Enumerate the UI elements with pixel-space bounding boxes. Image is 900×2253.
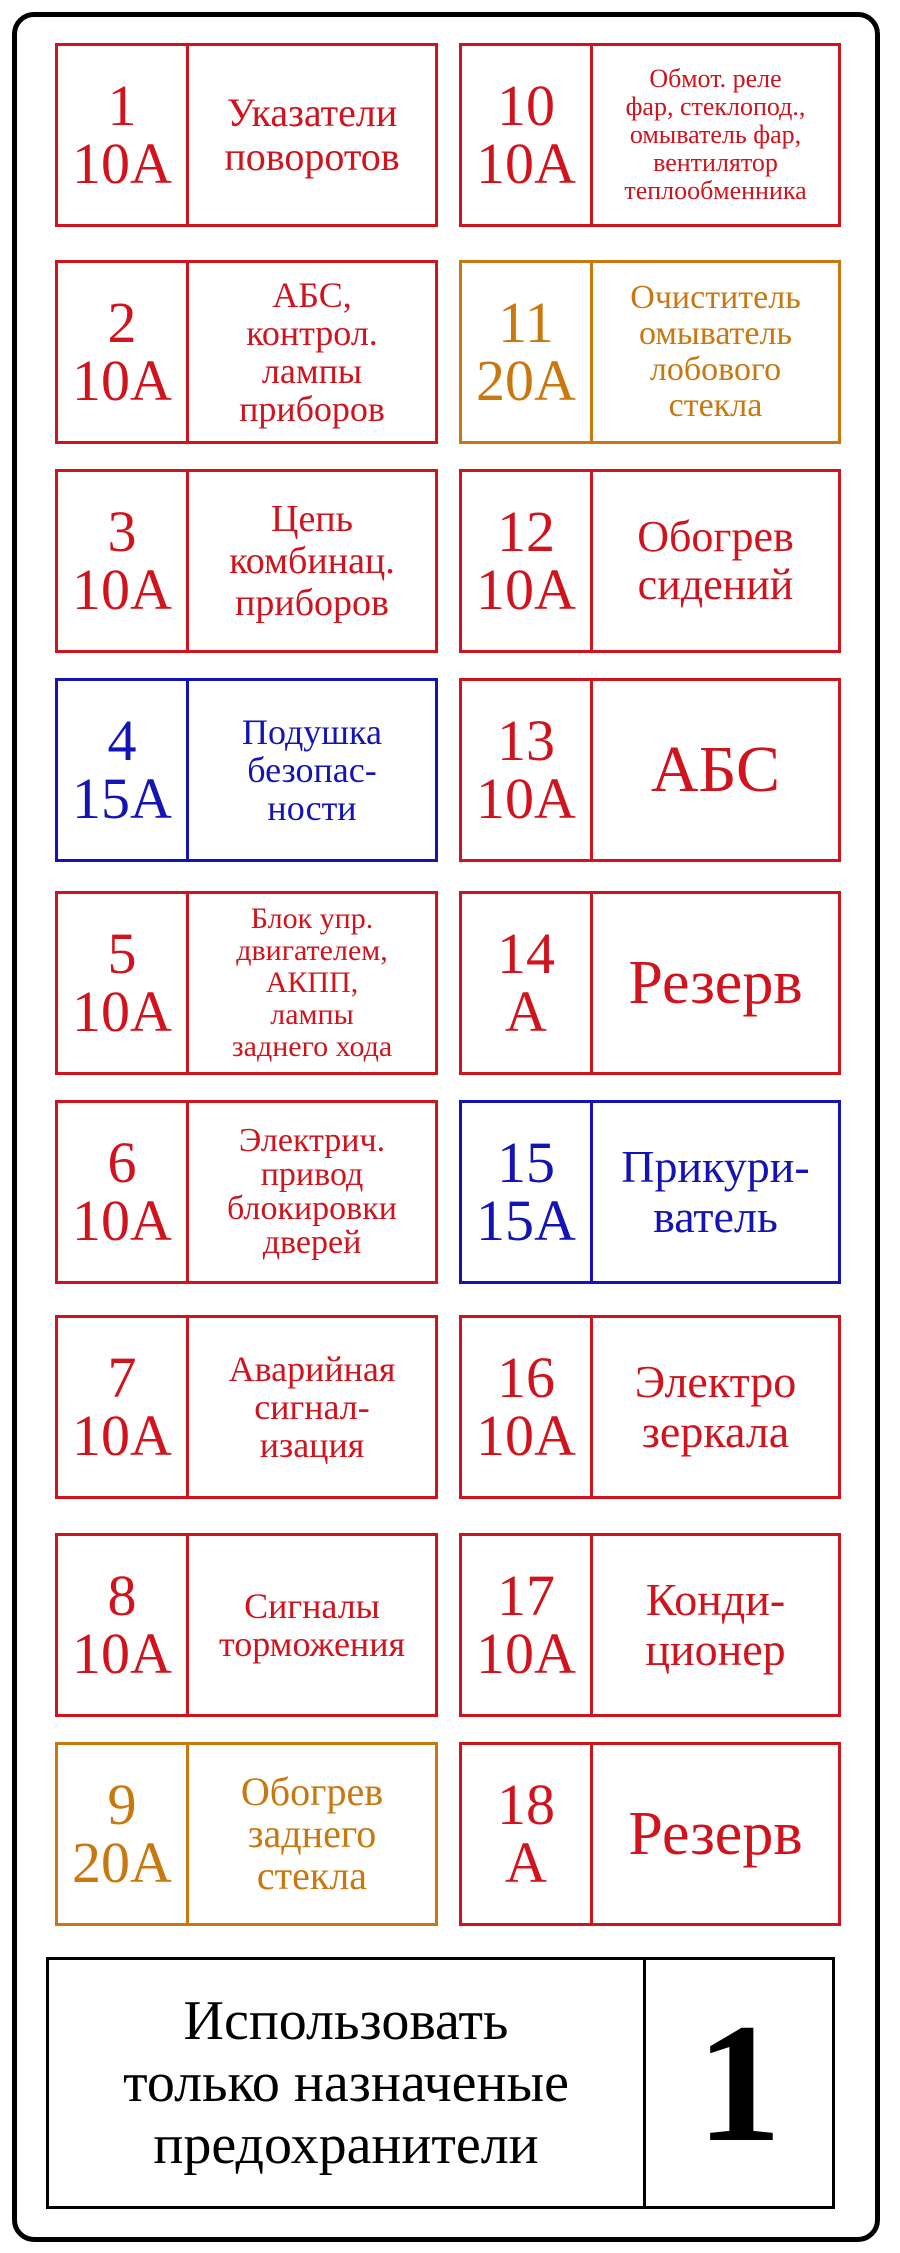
fuse-number-cell	[58, 263, 189, 441]
fuse-description: Сигналы торможения	[218, 1586, 406, 1664]
fuse-number: 12	[497, 499, 555, 564]
fuse-amperage: 10A	[72, 979, 172, 1044]
fuse-number-cell	[58, 1318, 189, 1496]
fuse-13	[459, 678, 841, 862]
fuse-description: Электро зеркала	[634, 1356, 797, 1457]
fuse-2	[55, 260, 438, 444]
fuse-description: Очиститель омыватель лобового стекла	[630, 279, 801, 424]
fuse-number-cell	[462, 1103, 593, 1281]
fuse-amperage: 15A	[72, 766, 172, 831]
fuse-number: 3	[107, 499, 137, 564]
fuse-amperage: 10A	[72, 1188, 172, 1253]
fuse-number: 18	[497, 1772, 555, 1837]
fuse-amperage: 10A	[72, 1403, 172, 1468]
fuse-number-cell	[462, 1536, 593, 1714]
fuse-description: АБС	[650, 733, 781, 806]
fuse-amperage: 10A	[476, 131, 576, 196]
fuse-description: Обогрев заднего стекла	[240, 1769, 384, 1898]
fuse-description: Блок упр. двигателем, АКПП, лампы заднего хода	[231, 902, 393, 1063]
fuse-3	[55, 469, 438, 653]
fuse-number-cell	[462, 681, 593, 859]
fuse-number: 4	[107, 708, 137, 773]
note-text: Использовать только назначеные предохранители	[49, 1960, 646, 2206]
fuse-amperage: 10A	[72, 1621, 172, 1686]
fuse-1	[55, 43, 438, 227]
fuse-number: 6	[107, 1130, 137, 1195]
fuse-11	[459, 260, 841, 444]
fuse-amperage: 10A	[476, 1403, 576, 1468]
fuse-number-cell	[462, 46, 593, 224]
fuse-number-cell	[58, 46, 189, 224]
fuse-description: Электрич. привод блокировки дверей	[227, 1122, 397, 1261]
fuse-number: 14	[497, 921, 555, 986]
fuse-number: 17	[497, 1563, 555, 1628]
fuse-number-cell	[462, 472, 593, 650]
fuse-number-cell	[462, 1745, 593, 1923]
fuse-5	[55, 891, 438, 1075]
fuse-14	[459, 891, 841, 1075]
fuse-number: 5	[107, 921, 137, 986]
fuse-amperage: 10A	[476, 557, 576, 622]
fuse-number-cell	[58, 1745, 189, 1923]
fuse-amperage: 10A	[72, 557, 172, 622]
fuse-number: 8	[107, 1563, 137, 1628]
fuse-number-cell	[58, 472, 189, 650]
fuse-description: Конди- ционер	[645, 1574, 786, 1675]
fuse-number: 2	[107, 290, 137, 355]
fuse-amperage: 15A	[476, 1188, 576, 1253]
fuse-number-cell	[462, 1318, 593, 1496]
fuse-number: 13	[497, 708, 555, 773]
fuse-6	[55, 1100, 438, 1284]
fuse-description: Обогрев сидений	[637, 512, 794, 609]
fuse-17	[459, 1533, 841, 1717]
fuse-number-cell	[58, 894, 189, 1072]
fuse-18	[459, 1742, 841, 1926]
fuse-7	[55, 1315, 438, 1499]
fuse-description: Подушка безопас- ности	[242, 712, 382, 828]
fuse-amperage: A	[505, 979, 547, 1044]
fuse-8	[55, 1533, 438, 1717]
fuse-number: 15	[497, 1130, 555, 1195]
fuse-amperage: 20A	[476, 348, 576, 413]
fuse-number: 11	[498, 290, 554, 355]
fuse-description: АБС, контрол. лампы приборов	[239, 275, 385, 429]
fuse-description: Обмот. реле фар, стеклопод., омыватель фар, вентилятор теплообменника	[624, 64, 807, 205]
fuse-4	[55, 678, 438, 862]
usage-note	[46, 1957, 835, 2209]
fuse-number: 10	[497, 73, 555, 138]
fuse-number: 7	[107, 1345, 137, 1410]
fuse-number-cell	[462, 263, 593, 441]
fuse-number-cell	[462, 894, 593, 1072]
note-number: 1	[696, 1988, 782, 2177]
fuse-description: Указатели поворотов	[224, 90, 400, 179]
fuse-number: 9	[107, 1772, 137, 1837]
fuse-number: 16	[497, 1345, 555, 1410]
fuse-amperage: 10A	[72, 131, 172, 196]
fuse-10	[459, 43, 841, 227]
fuse-amperage: 10A	[476, 766, 576, 831]
fuse-amperage: A	[505, 1830, 547, 1895]
fuse-amperage: 20A	[72, 1830, 172, 1895]
fuse-description: Цепь комбинац. приборов	[229, 498, 395, 624]
fuse-15	[459, 1100, 841, 1284]
fuse-number-cell	[58, 1536, 189, 1714]
fuse-number-cell	[58, 681, 189, 859]
fuse-description: Резерв	[628, 1800, 803, 1868]
fuse-amperage: 10A	[476, 1621, 576, 1686]
fuse-description: Прикури- ватель	[621, 1141, 810, 1242]
fuse-12	[459, 469, 841, 653]
fuse-9	[55, 1742, 438, 1926]
fuse-16	[459, 1315, 841, 1499]
fuse-number-cell	[58, 1103, 189, 1281]
fuse-description: Резерв	[628, 949, 803, 1017]
fuse-amperage: 10A	[72, 348, 172, 413]
fuse-number: 1	[107, 73, 137, 138]
fuse-description: Аварийная сигнал- изация	[228, 1349, 396, 1465]
